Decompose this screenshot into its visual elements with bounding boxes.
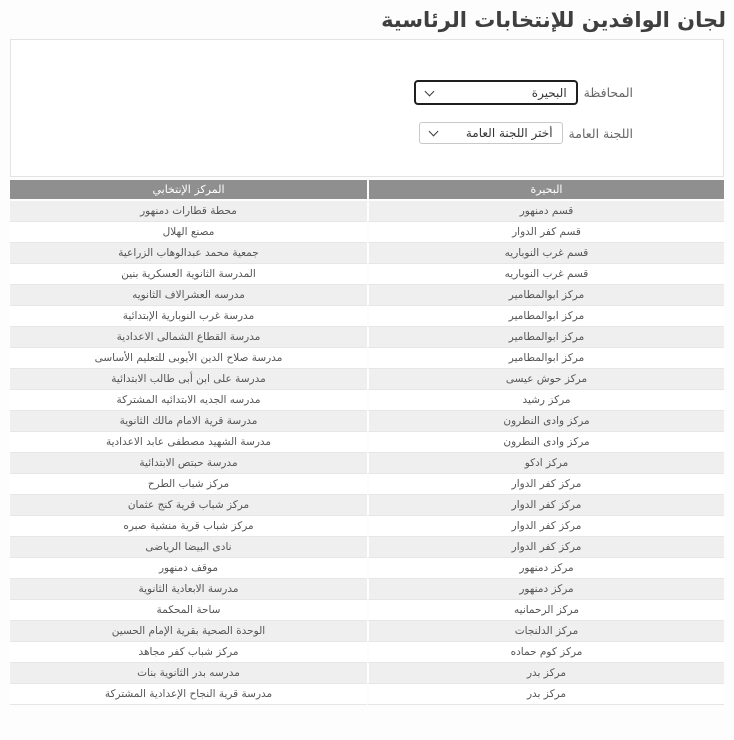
center-cell: مركز شباب الطرح bbox=[10, 474, 367, 495]
center-cell: مدرسة على ابن أبى طالب الابتدائية bbox=[10, 369, 367, 390]
governorate-select[interactable] bbox=[414, 80, 578, 105]
table-row bbox=[10, 579, 724, 600]
centers-table bbox=[10, 180, 724, 705]
center-cell: مدرسة الشهيد مصطفى عابد الاعدادية bbox=[10, 432, 367, 453]
center-cell: نادى البيضا الرياضى bbox=[10, 537, 367, 558]
center-cell: مدرسه الجديه الابتدائيه المشتركة bbox=[10, 390, 367, 411]
district-cell: مركز دمنهور bbox=[367, 558, 724, 579]
district-cell: مركز بدر bbox=[367, 663, 724, 684]
table-row bbox=[10, 495, 724, 516]
table-row bbox=[10, 600, 724, 621]
governorate-row bbox=[11, 80, 633, 105]
table-row bbox=[10, 411, 724, 432]
center-cell: مصنع الهلال bbox=[10, 222, 367, 243]
district-cell: مركز كفر الدوار bbox=[367, 495, 724, 516]
table-row bbox=[10, 201, 724, 222]
center-cell: ساحة المحكمة bbox=[10, 600, 367, 621]
center-cell: مدرسة قرية النجاح الإعدادية المشتركة bbox=[10, 684, 367, 705]
table-row bbox=[10, 621, 724, 642]
page bbox=[0, 6, 734, 740]
center-cell: مدرسة غرب النوبارية الإبتدائية bbox=[10, 306, 367, 327]
district-cell: مركز ابوالمطامير bbox=[367, 327, 724, 348]
district-cell: قسم دمنهور bbox=[367, 201, 724, 222]
governorate-label: المحافظة bbox=[583, 85, 633, 100]
table-row bbox=[10, 306, 724, 327]
general-committee-row bbox=[11, 122, 633, 144]
table-row bbox=[10, 453, 724, 474]
district-cell: مركز كوم حماده bbox=[367, 642, 724, 663]
column-header-center: المركز الإنتخابي bbox=[10, 180, 367, 201]
center-cell: مدرسه بدر الثانوية بنات bbox=[10, 663, 367, 684]
table-row bbox=[10, 222, 724, 243]
district-cell: مركز دمنهور bbox=[367, 579, 724, 600]
center-cell: المدرسة الثانوية العسكرية بنين bbox=[10, 264, 367, 285]
filter-panel bbox=[10, 39, 724, 177]
district-cell: قسم غرب النوباريه bbox=[367, 264, 724, 285]
district-cell: مركز الرحمانيه bbox=[367, 600, 724, 621]
table-row bbox=[10, 684, 724, 705]
district-cell: مركز ابوالمطامير bbox=[367, 348, 724, 369]
district-cell: مركز رشيد bbox=[367, 390, 724, 411]
table-row bbox=[10, 516, 724, 537]
chevron-down-icon bbox=[428, 127, 438, 137]
center-cell: جمعية محمد عبدالوهاب الزراعية bbox=[10, 243, 367, 264]
district-cell: مركز وادى النطرون bbox=[367, 411, 724, 432]
district-cell: مركز حوش عيسى bbox=[367, 369, 724, 390]
table-header bbox=[10, 180, 724, 201]
district-cell: مركز بدر bbox=[367, 684, 724, 705]
district-cell: قسم كفر الدوار bbox=[367, 222, 724, 243]
table-header-row bbox=[10, 180, 724, 201]
center-cell: مركز شباب كفر مجاهد bbox=[10, 642, 367, 663]
district-cell: مركز كفر الدوار bbox=[367, 516, 724, 537]
district-cell: مركز كفر الدوار bbox=[367, 474, 724, 495]
center-cell: مدرسة حبتص الابتدائية bbox=[10, 453, 367, 474]
column-header-district: البحيرة bbox=[367, 180, 724, 201]
district-cell: مركز ادكو bbox=[367, 453, 724, 474]
center-cell: الوحدة الصحية بقرية الإمام الحسين bbox=[10, 621, 367, 642]
table-body bbox=[10, 201, 724, 705]
district-cell: مركز كفر الدوار bbox=[367, 537, 724, 558]
table-row bbox=[10, 642, 724, 663]
center-cell: مركز شباب قرية كنج عثمان bbox=[10, 495, 367, 516]
center-cell: موقف دمنهور bbox=[10, 558, 367, 579]
table-row bbox=[10, 432, 724, 453]
table-row bbox=[10, 558, 724, 579]
table-row bbox=[10, 390, 724, 411]
center-cell: مدرسة صلاح الدين الأيوبى للتعليم الأساسى bbox=[10, 348, 367, 369]
committee-select-value: أختر اللجنة العامة bbox=[465, 126, 553, 140]
table-row bbox=[10, 243, 724, 264]
district-cell: مركز ابوالمطامير bbox=[367, 306, 724, 327]
table-row bbox=[10, 348, 724, 369]
center-cell: مدرسة القطاع الشمالى الاعدادية bbox=[10, 327, 367, 348]
table-row bbox=[10, 264, 724, 285]
page-title: لجان الوافدين للإنتخابات الرئاسية bbox=[381, 8, 726, 32]
district-cell: قسم غرب النوباريه bbox=[367, 243, 724, 264]
table-row bbox=[10, 285, 724, 306]
table-row bbox=[10, 663, 724, 684]
chevron-down-icon bbox=[424, 86, 434, 96]
center-cell: مدرسة الابعادية الثانوية bbox=[10, 579, 367, 600]
governorate-select-value: البحيرة bbox=[531, 85, 567, 100]
table-row bbox=[10, 327, 724, 348]
district-cell: مركز وادى النطرون bbox=[367, 432, 724, 453]
table-row bbox=[10, 537, 724, 558]
center-cell: مدرسة قرية الامام مالك الثانوية bbox=[10, 411, 367, 432]
table-row bbox=[10, 369, 724, 390]
center-cell: محطة قطارات دمنهور bbox=[10, 201, 367, 222]
district-cell: مركز ابوالمطامير bbox=[367, 285, 724, 306]
district-cell: مركز الدلنجات bbox=[367, 621, 724, 642]
table-row bbox=[10, 474, 724, 495]
committee-select[interactable] bbox=[419, 122, 563, 144]
center-cell: مركز شباب قرية منشية صبره bbox=[10, 516, 367, 537]
center-cell: مدرسه العشرالاف الثانويه bbox=[10, 285, 367, 306]
committee-label: اللجنة العامة bbox=[568, 125, 633, 141]
